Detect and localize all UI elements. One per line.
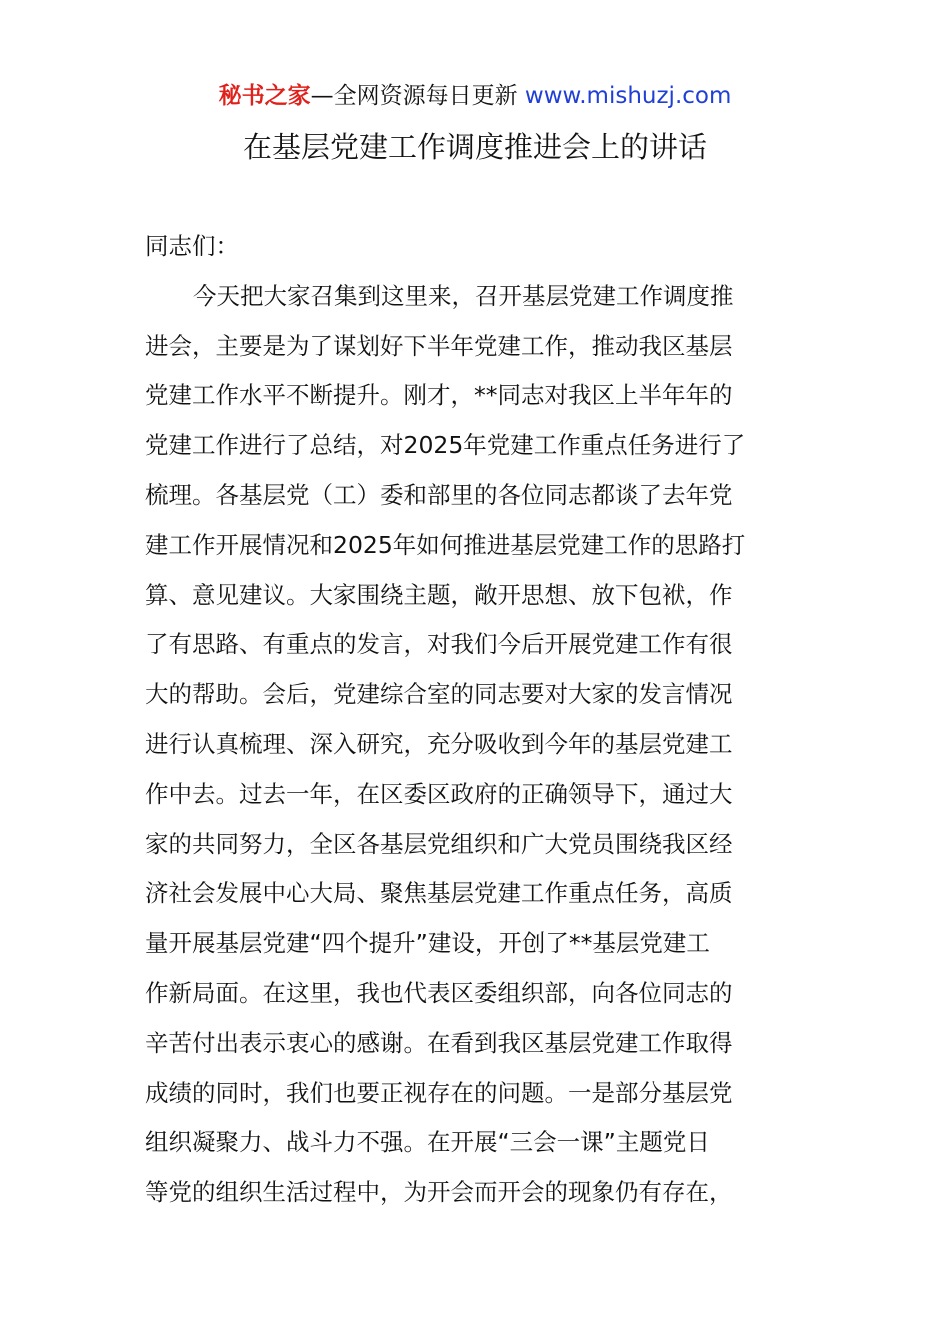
body-line: 了有思路、有重点的发言，对我们今后开展党建工作有很 (145, 630, 733, 659)
body-line: 家的共同努力，全区各基层党组织和广大党员围绕我区经 (145, 829, 733, 858)
document-body (145, 222, 810, 1218)
body-line: 作新局面。在这里，我也代表区委组织部，向各位同志的 (145, 978, 733, 1007)
site-url[interactable]: www.mishuzj.com (524, 83, 732, 109)
body-line: 作中去。过去一年，在区委区政府的正确领导下，通过大 (145, 779, 733, 808)
body-line: 梳理。各基层党（工）委和部里的各位同志都谈了去年党 (145, 480, 733, 509)
body-line: 成绩的同时，我们也要正视存在的问题。一是部分基层党 (145, 1078, 733, 1107)
body-line: 济社会发展中心大局、聚焦基层党建工作重点任务，高质 (145, 879, 733, 908)
body-line: 辛苦付出表示衷心的感谢。在看到我区基层党建工作取得 (145, 1028, 733, 1057)
body-line: 建工作开展情况和2025年如何推进基层党建工作的思路打 (145, 530, 746, 559)
body-line: 进行认真梳理、深入研究，充分吸收到今年的基层党建工 (145, 729, 733, 758)
document-title: 在基层党建工作调度推进会上的讲话 (242, 130, 707, 164)
body-line: 组织凝聚力、战斗力不强。在开展“三会一课”主题党日 (145, 1128, 710, 1157)
brand-name: 秘书之家 (218, 83, 311, 109)
body-line: 党建工作水平不断提升。刚才，**同志对我区上半年年的 (145, 381, 733, 410)
body-line: 算、意见建议。大家围绕主题，敞开思想、放下包袱，作 (145, 580, 733, 609)
body-line: 量开展基层党建“四个提升”建设，开创了**基层党建工 (145, 929, 710, 958)
body-line: 党建工作进行了总结，对2025年党建工作重点任务进行了 (145, 431, 746, 460)
body-line: 今天把大家召集到这里来，召开基层党建工作调度推 (193, 281, 734, 310)
site-header (0, 80, 950, 112)
body-line: 等党的组织生活过程中，为开会而开会的现象仍有存在， (145, 1178, 733, 1207)
salutation: 同志们： (145, 232, 239, 260)
site-slogan: —全网资源每日更新 (310, 83, 518, 109)
body-line: 大的帮助。会后，党建综合室的同志要对大家的发言情况 (145, 680, 733, 709)
body-line: 进会，主要是为了谋划好下半年党建工作，推动我区基层 (145, 331, 733, 360)
